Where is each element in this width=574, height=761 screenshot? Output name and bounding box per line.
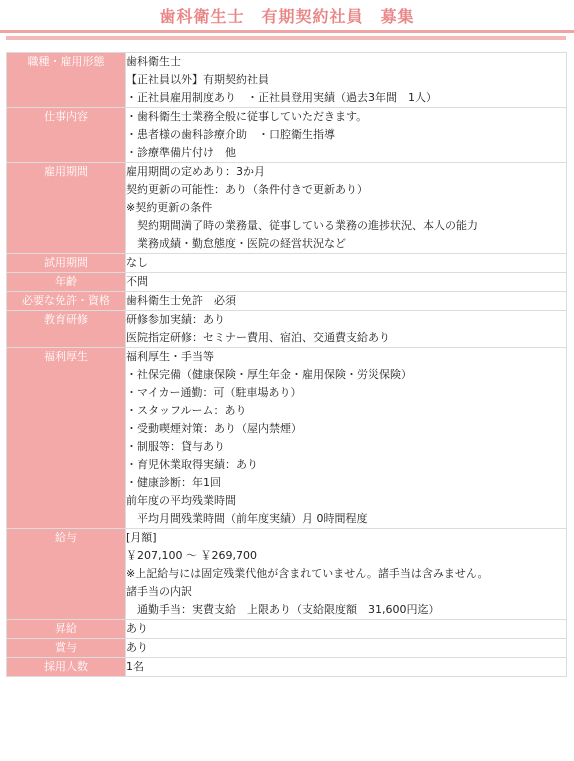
row-content [126,254,567,273]
row-content [126,620,567,639]
title-bar [0,0,574,33]
table-row [7,311,567,348]
table-row [7,292,567,311]
content-line: 歯科衛生士免許 必須 [126,294,236,307]
row-content [126,273,567,292]
row-label: 採用人数 [7,658,126,677]
row-label: 給与 [7,529,126,620]
content-line: 福利厚生・手当等 [126,350,214,363]
row-label: 福利厚生 [7,348,126,529]
content-line: 歯科衛生士 [126,55,181,68]
content-line: ・正社員雇用制度あり ・正社員登用実績（過去3年間 1人） [126,91,437,104]
content-line: 契約更新の可能性：あり（条件付きで更新あり） [126,183,368,196]
table-row [7,348,567,529]
job-details-table [6,52,567,677]
row-label: 仕事内容 [7,108,126,163]
table-row [7,639,567,658]
content-line: なし [126,256,148,269]
content-line: 雇用期間の定めあり：3か月 [126,165,265,178]
content-line: ※上記給与には固定残業代他が含まれていません。諸手当は含みません。 [126,567,489,580]
row-label: 試用期間 [7,254,126,273]
content-line: 諸手当の内訳 [126,585,192,598]
content-line: ・社保完備（健康保険・厚生年金・雇用保険・労災保険） [126,368,412,381]
content-line: 平均月間残業時間（前年度実績）月 0時間程度 [126,512,368,525]
content-line: 前年度の平均残業時間 [126,494,236,507]
row-content [126,348,567,529]
row-content [126,292,567,311]
row-content [126,53,567,108]
row-label: 昇給 [7,620,126,639]
content-line: あり [126,622,148,635]
content-line: 不問 [126,275,148,288]
page-title: 歯科衛生士 有期契約社員 募集 [159,6,415,26]
content-line: ・診療準備片付け 他 [126,146,236,159]
content-line: ・マイカー通勤：可（駐車場あり） [126,386,302,399]
content-line: ・育児休業取得実績：あり [126,458,258,471]
row-content [126,311,567,348]
row-content [126,108,567,163]
content-line: ・患者様の歯科診療介助 ・口腔衛生指導 [126,128,335,141]
row-label: 必要な免許・資格 [7,292,126,311]
table-row [7,53,567,108]
row-label: 賞与 [7,639,126,658]
row-content [126,529,567,620]
row-content [126,163,567,254]
content-line: ￥207,100 ～ ￥269,700 [126,549,257,562]
row-label: 教育研修 [7,311,126,348]
content-line: ・歯科衛生士業務全般に従事していただきます。 [126,110,368,123]
row-label: 雇用期間 [7,163,126,254]
content-line: ・健康診断：年1回 [126,476,221,489]
content-line: 業務成績・勤怠態度・医院の経営状況など [126,237,346,250]
row-content [126,658,567,677]
content-line: [月額] [126,531,157,544]
table-row [7,254,567,273]
row-content [126,639,567,658]
content-line: 【正社員以外】有期契約社員 [126,73,269,86]
content-line: ※契約更新の条件 [126,201,213,214]
content-line: 1名 [126,660,144,673]
table-row [7,163,567,254]
table-row [7,620,567,639]
row-label: 年齢 [7,273,126,292]
table-row [7,273,567,292]
content-line: 医院指定研修：セミナー費用、宿泊、交通費支給あり [126,331,390,344]
table-row [7,529,567,620]
content-line: ・スタッフルーム：あり [126,404,247,417]
content-line: 通勤手当：実費支給 上限あり（支給限度額 31,600円迄） [126,603,440,616]
content-line: 契約期間満了時の業務量、従事している業務の進捗状況、本人の能力 [126,219,478,232]
content-line: ・受動喫煙対策：あり（屋内禁煙） [126,422,302,435]
content-line: ・制服等：貸与あり [126,440,225,453]
table-row [7,658,567,677]
content-line: あり [126,641,148,654]
row-label: 職種・雇用形態 [7,53,126,108]
content-line: 研修参加実績：あり [126,313,225,326]
table-row [7,108,567,163]
title-divider [6,36,566,40]
